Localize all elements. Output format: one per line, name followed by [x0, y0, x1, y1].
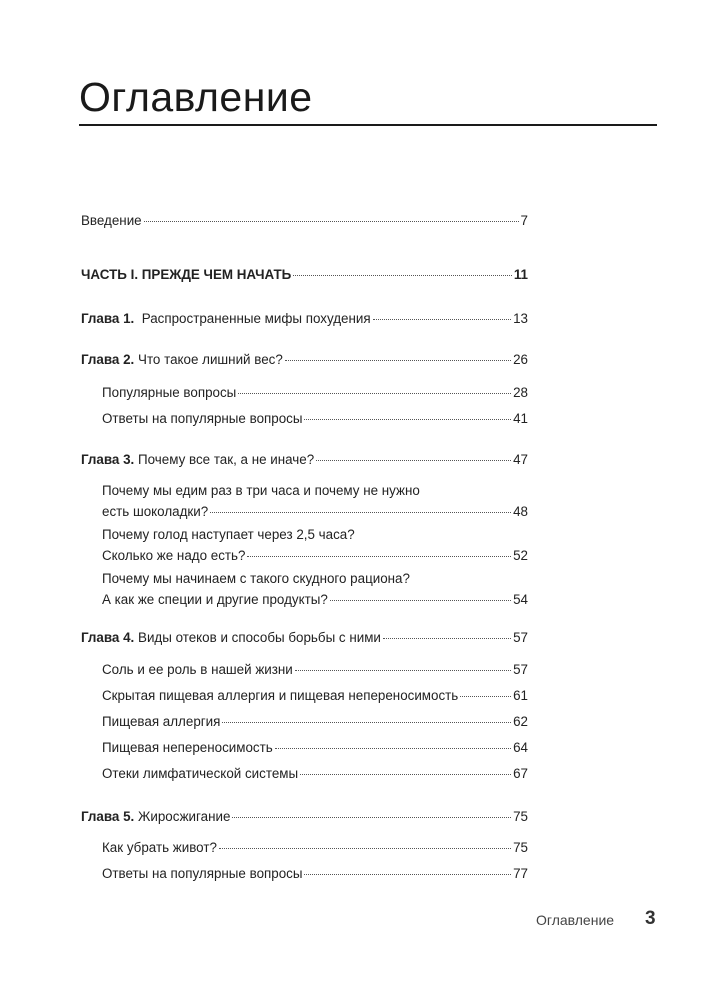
dot-leader: [144, 221, 519, 222]
toc-entry-page: 64: [513, 740, 528, 755]
toc-entry-label: Распространенные мифы похудения: [141, 311, 371, 326]
dot-leader: [285, 360, 511, 361]
toc-entry-chapter-2[interactable]: [81, 350, 528, 370]
toc-entry-label: Виды отеков и способы борьбы с ними: [138, 630, 381, 645]
toc-entry-page: 13: [513, 311, 528, 326]
chapter-prefix: Глава 4.: [81, 630, 135, 645]
toc-entry-chapter-4[interactable]: [81, 628, 528, 648]
toc-entry-section[interactable]: [102, 712, 528, 732]
chapter-prefix: Глава 2.: [81, 352, 135, 367]
dot-leader: [300, 774, 511, 775]
toc-entry-page: 75: [513, 840, 528, 855]
dot-leader: [330, 600, 511, 601]
dot-leader: [222, 722, 511, 723]
dot-leader: [460, 696, 511, 697]
chapter-prefix: Глава 5.: [81, 809, 135, 824]
page-title: Оглавление: [79, 74, 313, 120]
toc-entry-label-line1: Почему голод наступает через 2,5 часа?: [102, 527, 355, 542]
toc-entry-section[interactable]: [102, 383, 528, 403]
running-footer-label: Оглавление: [536, 912, 615, 928]
page-number: 3: [645, 908, 656, 929]
toc-entry-intro[interactable]: [81, 211, 528, 231]
toc-entry-label: Жиросжигание: [138, 809, 231, 824]
toc-entry-page: 67: [513, 766, 528, 781]
toc-entry-label-line1: Почему мы начинаем с такого скудного рациона?: [102, 571, 410, 586]
dot-leader: [275, 748, 511, 749]
toc-entry-label: Пищевая аллергия: [102, 714, 221, 729]
toc-entry-label: Скрытая пищевая аллергия и пищевая непереносимость: [102, 688, 459, 703]
dot-leader: [373, 319, 512, 320]
toc-entry-label-line2: Сколько же надо есть?: [102, 548, 246, 563]
toc-entry-label: Почему все так, а не иначе?: [138, 452, 315, 467]
toc-entry-chapter-1[interactable]: [81, 309, 528, 329]
toc-entry-label: Как убрать живот?: [102, 840, 217, 855]
toc-entry-label-line1: Почему мы едим раз в три часа и почему не нужно: [102, 483, 420, 498]
toc-entry-page: 7: [520, 213, 528, 228]
toc-entry-section[interactable]: [102, 738, 528, 758]
toc-entry-page: 54: [513, 592, 528, 607]
dot-leader: [293, 275, 512, 276]
toc-entry-label-line2: есть шоколадки?: [102, 504, 209, 519]
toc-entry-section[interactable]: [102, 409, 528, 429]
toc-entry-page: 57: [513, 630, 528, 645]
toc-entry-page: 52: [513, 548, 528, 563]
toc-entry-label: Пищевая непереносимость: [102, 740, 273, 755]
toc-entry-page: 48: [513, 504, 528, 519]
dot-leader: [247, 556, 511, 557]
toc-entry-chapter-3[interactable]: [81, 450, 528, 470]
chapter-prefix: Глава 1.: [81, 311, 135, 326]
toc-entry-page: 28: [513, 385, 528, 400]
dot-leader: [232, 817, 511, 818]
toc-entry-label-line2: А как же специи и другие продукты?: [102, 592, 328, 607]
dot-leader: [316, 460, 511, 461]
toc-entry-label: Соль и ее роль в нашей жизни: [102, 662, 293, 677]
toc-entry-section[interactable]: [102, 686, 528, 706]
dot-leader: [383, 638, 511, 639]
toc-entry-section[interactable]: [102, 481, 528, 522]
toc-entry-label: Ответы на популярные вопросы: [102, 866, 303, 881]
toc-entry-section[interactable]: [102, 764, 528, 784]
toc-entry-part-1[interactable]: [81, 265, 528, 285]
dot-leader: [304, 874, 511, 875]
toc-entry-chapter-5[interactable]: [81, 807, 528, 827]
toc-entry-section[interactable]: [102, 838, 528, 858]
toc-entry-page: 77: [513, 866, 528, 881]
toc-entry-page: 41: [513, 411, 528, 426]
chapter-prefix: Глава 3.: [81, 452, 135, 467]
dot-leader: [238, 393, 511, 394]
toc-entry-label: ЧАСТЬ I. ПРЕЖДЕ ЧЕМ НАЧАТЬ: [81, 267, 292, 282]
toc-entry-section[interactable]: [102, 525, 528, 566]
toc-entry-page: 26: [513, 352, 528, 367]
toc-entry-page: 11: [513, 267, 528, 282]
toc-entry-section[interactable]: [102, 660, 528, 680]
toc-entry-page: 47: [513, 452, 528, 467]
toc-entry-page: 57: [513, 662, 528, 677]
toc-entry-page: 61: [513, 688, 528, 703]
toc-entry-label: Что такое лишний вес?: [138, 352, 283, 367]
dot-leader: [295, 670, 511, 671]
toc-entry-section[interactable]: [102, 864, 528, 884]
toc-entry-label: Введение: [81, 213, 142, 228]
dot-leader: [219, 848, 511, 849]
toc-entry-page: 75: [513, 809, 528, 824]
toc-entry-page: 62: [513, 714, 528, 729]
toc-entry-label: Ответы на популярные вопросы: [102, 411, 303, 426]
toc-entry-label: Отеки лимфатической системы: [102, 766, 299, 781]
dot-leader: [210, 512, 511, 513]
toc-entry-label: Популярные вопросы: [102, 385, 237, 400]
dot-leader: [304, 419, 511, 420]
toc-entry-section[interactable]: [102, 569, 528, 610]
